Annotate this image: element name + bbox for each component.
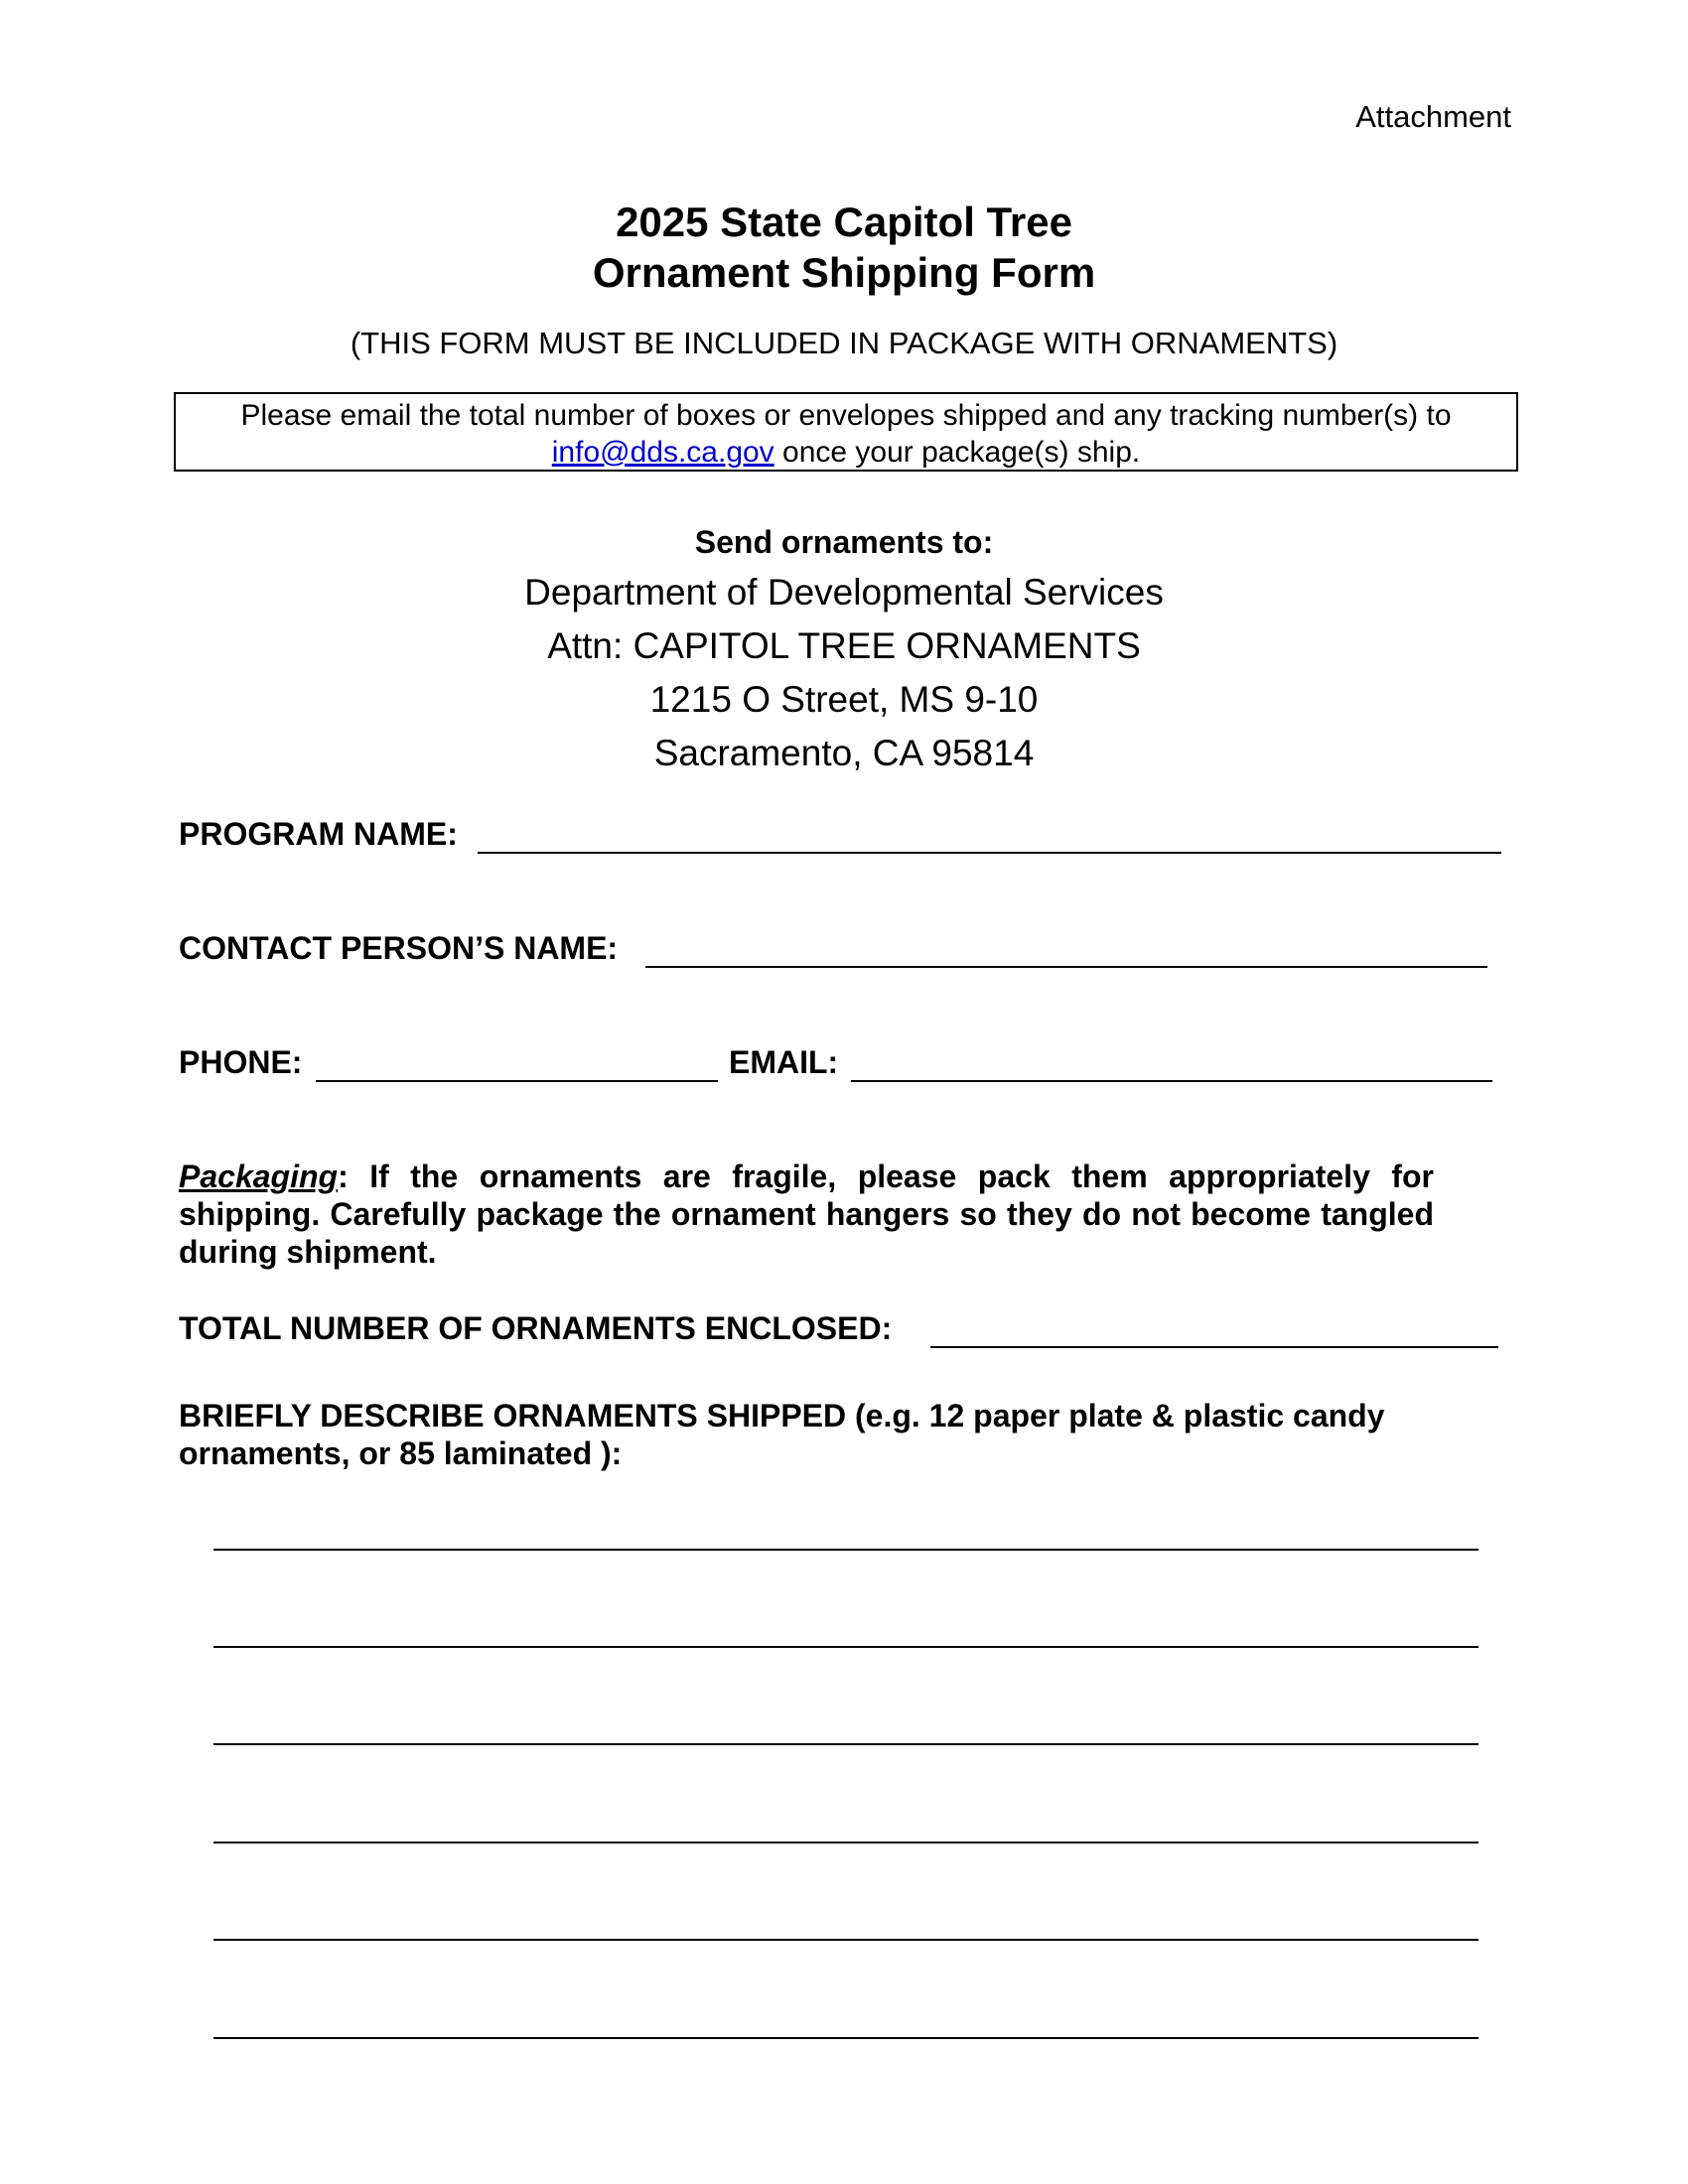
address-line: Department of Developmental Services <box>524 572 1164 613</box>
address-line: Sacramento, CA 95814 <box>653 733 1035 773</box>
description-line-field[interactable] <box>213 2037 1478 2039</box>
phone-field[interactable] <box>316 1080 718 1082</box>
form-title-line-1: 2025 State Capitol Tree <box>616 199 1072 245</box>
program-name-label: PROGRAM NAME: <box>179 816 458 852</box>
contact-name-label: CONTACT PERSON’S NAME: <box>179 930 619 966</box>
description-line-field[interactable] <box>213 1743 1478 1745</box>
notice-text-before: Please email the total number of boxes or envelopes shipped and any tracking number(s) to <box>240 399 1452 432</box>
attachment-label: Attachment <box>1355 99 1511 134</box>
phone-label: PHONE: <box>179 1044 303 1080</box>
description-line-field[interactable] <box>213 1939 1478 1941</box>
packaging-instructions <box>179 1158 1434 1271</box>
send-to-heading: Send ornaments to: <box>694 524 994 560</box>
email-notice-box <box>174 392 1518 472</box>
address-line: 1215 O Street, MS 9-10 <box>649 679 1039 720</box>
packaging-text: : If the ornaments are fragile, please pack them appropriately for shipping. Carefully package the ornament hangers so they do not become tangled during shipment. <box>179 1159 1434 1270</box>
form-title-line-2: Ornament Shipping Form <box>592 249 1096 296</box>
describe-ornaments-label: BRIEFLY DESCRIBE ORNAMENTS SHIPPED (e.g. 12 paper plate & plastic candy ornaments, or 85 laminated ): <box>179 1398 1385 1471</box>
notice-text-after: once your package(s) ship. <box>774 436 1141 469</box>
email-link[interactable]: info@dds.ca.gov <box>551 436 774 469</box>
total-ornaments-field[interactable] <box>930 1346 1498 1348</box>
description-line-field[interactable] <box>213 1842 1478 1843</box>
total-ornaments-label: TOTAL NUMBER OF ORNAMENTS ENCLOSED: <box>179 1310 893 1346</box>
description-line-field[interactable] <box>213 1549 1478 1551</box>
packaging-heading: Packaging <box>179 1159 339 1194</box>
email-field[interactable] <box>851 1080 1492 1082</box>
email-label: EMAIL: <box>729 1044 839 1080</box>
address-line: Attn: CAPITOL TREE ORNAMENTS <box>547 625 1141 666</box>
program-name-field[interactable] <box>478 852 1501 854</box>
description-line-field[interactable] <box>213 1646 1478 1648</box>
contact-name-field[interactable] <box>645 966 1487 968</box>
form-subtitle: (THIS FORM MUST BE INCLUDED IN PACKAGE WITH ORNAMENTS) <box>350 326 1338 360</box>
